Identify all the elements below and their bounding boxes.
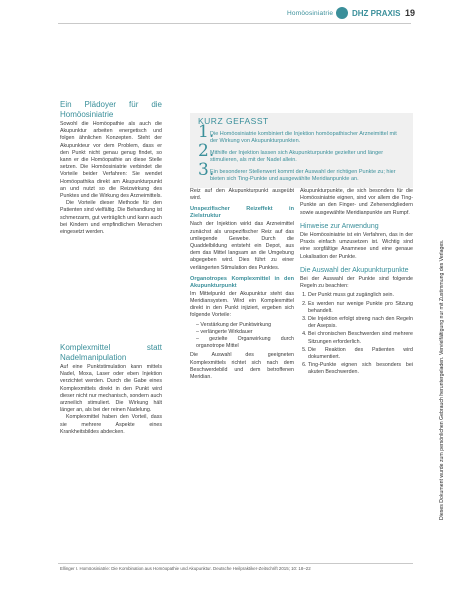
subheading: Organotropes Komplexmittel in den Akupunkturpunkt [190, 275, 294, 289]
page-number: 19 [405, 8, 416, 18]
footer-rule [58, 563, 413, 564]
summary-box [190, 113, 413, 188]
list-item: 1. Der Punkt muss gut zugänglich sein. [308, 292, 413, 299]
bullet-list [190, 322, 294, 351]
subheading: Hinweise zur Anwendung [300, 222, 379, 230]
summary-number: 2. [198, 141, 215, 161]
summary-title: KURZ GEFASST [198, 116, 269, 126]
summary-number: 1. [198, 122, 215, 142]
lead-paragraph: Die Vorteile dieser Methode für den Patienten sind vielfältig. Die Behandlung ist schmerzarm, gut verträglich und kann auch bei Kindern und empfindlichen Menschen eingesetzt werden. [60, 200, 162, 236]
section-label: Homöosiniatrie [287, 10, 334, 17]
side-note-text: Dieses Dokument wurde zum persönlichen Gebrauch heruntergeladen. Vervielfältigung nur mit Zustimmung des Verlages. [439, 239, 445, 520]
list-item: 3. Die Injektion erfolgt streng nach den Regeln der Asepsis. [308, 316, 413, 330]
page-header [0, 6, 454, 32]
list-item: 2. Es werden nur wenige Punkte pro Sitzung behandelt. [308, 301, 413, 315]
list-item: 6. Ting-Punkte eignen sich besonders bei akuten Beschwerden. [308, 362, 413, 376]
subheading: Unspezifischer Reizeffekt in Zielstruktur [190, 206, 294, 220]
paragraph: Reiz auf den Akupunkturpunkt ausgeübt wird. [190, 188, 294, 202]
summary-text: Die Homöosiniatrie kombiniert die Injektion homöopathischer Arzneimittel mit der Wirkung von Akupunkturpunkten. [210, 131, 397, 144]
list-item: – verlängerte Wirkdauer [196, 329, 294, 336]
journal-logo-icon [336, 7, 348, 19]
list-item: 5. Die Reaktion des Patienten wird dokumentiert. [308, 347, 413, 361]
lead-heading: Ein Plädoyer für die Homöosiniatrie [60, 100, 162, 119]
summary-text: Ein besonderer Stellenwert kommt der Auswahl der richtigen Punkte zu; hier bieten sich Ting-Punkte und ausgewählte Meridianpunkte an. [210, 169, 396, 182]
complex-section [60, 343, 162, 563]
paragraph: Akupunkturpunkte, die sich besonders für die Homöosiniatrie eignen, sind vor allem die Ting-Punkte an den Finger- und Zehenendgliedern sowie ausgewählte Meridianpunkte am Rumpf. [300, 188, 413, 216]
list-item: – gezielte Organwirkung durch organotrope Mittel [196, 336, 294, 350]
section-heading: Komplexmittel statt Nadelmanipulation [60, 343, 162, 362]
summary-number: 3. [198, 160, 215, 180]
middle-column [190, 188, 294, 563]
journal-name: DHZ PRAXIS [352, 9, 401, 18]
summary-text: Mithilfe der Injektion lassen sich Akupunkturpunkte gezielter und länger stimulieren, als mit der Nadel allein. [210, 150, 384, 163]
paragraph: Die Auswahl des geeigneten Komplexmittels richtet sich nach dem Beschwerdebild und dem betroffenen Meridian. [190, 352, 294, 381]
paragraph: Im Mittelpunkt der Akupunktur steht das Meridiansystem. Wird ein Komplexmittel direkt in den Punkt injiziert, ergeben sich folgende Vorteile: [190, 290, 294, 319]
paragraph: Nach der Injektion wirkt das Arzneimittel zunächst als unspezifischer Reiz auf das umliegende Gewebe. Durch die Quaddelbildung entsteht ein Depot, aus dem das Mittel langsam an die Umgebung abgegeben wird. Dies führt zu einer verlängerten Stimulation des Punktes. [190, 221, 294, 271]
header-rule [58, 23, 411, 24]
list-item: – Verstärkung der Punktwirkung [196, 322, 294, 329]
subheading: Die Auswahl der Akupunkturpunkte [300, 266, 409, 274]
paragraph: Die Homöosiniatrie ist ein Verfahren, das in der Praxis einfach umzusetzen ist. Wichtig sind eine sorgfältige Anamnese und eine genaue Lokalisation der Punkte. [300, 232, 413, 260]
side-note [437, 60, 449, 520]
right-column [300, 188, 413, 563]
lead-paragraph: Sowohl die Homöopathie als auch die Akupunktur arbeiten energetisch und folgen ähnlichen Konzepten. Steht der Akupunkteur vor dem Problem, dass er den Punkt nicht genau genug findet, so kann er die Homöopathie an diese Stelle setzen. Die Homöosiniatrie verbindet die Vorteile beider Verfahren: Sie wendet Homöopathika direkt am Akupunkturpunkt an und nutzt so die Reizwirkung des Punktes und die Wirkung des Arzneimittels. [60, 121, 162, 200]
section-paragraph: Komplexmittel haben den Vorteil, dass sie mehrere Aspekte eines Krankheitsbildes abdecken. [60, 414, 162, 435]
citation-footer: Ellinger I. Homöosiniatrie: Die Kombination aus Homöopathie und Akupunktur. Deutsche Heilpraktiker-Zeitschrift 2015; 10: 18–22 [60, 566, 311, 571]
list-item: 4. Bei chronischen Beschwerden sind mehrere Sitzungen erforderlich. [308, 331, 413, 345]
section-paragraph: Auf eine Punktstimulation kann mittels Nadel, Moxa, Laser oder eben Injektion verzichtet werden. Durch die Gabe eines Komplexmittels direkt in den Punkt wird dieser nicht nur mechanisch, sondern auch arzneilich stimuliert. Die Wirkung hält länger an, als bei der reinen Nadelung. [60, 364, 162, 414]
numbered-list [300, 292, 413, 376]
paragraph: Bei der Auswahl der Punkte sind folgende Regeln zu beachten: [300, 276, 413, 290]
